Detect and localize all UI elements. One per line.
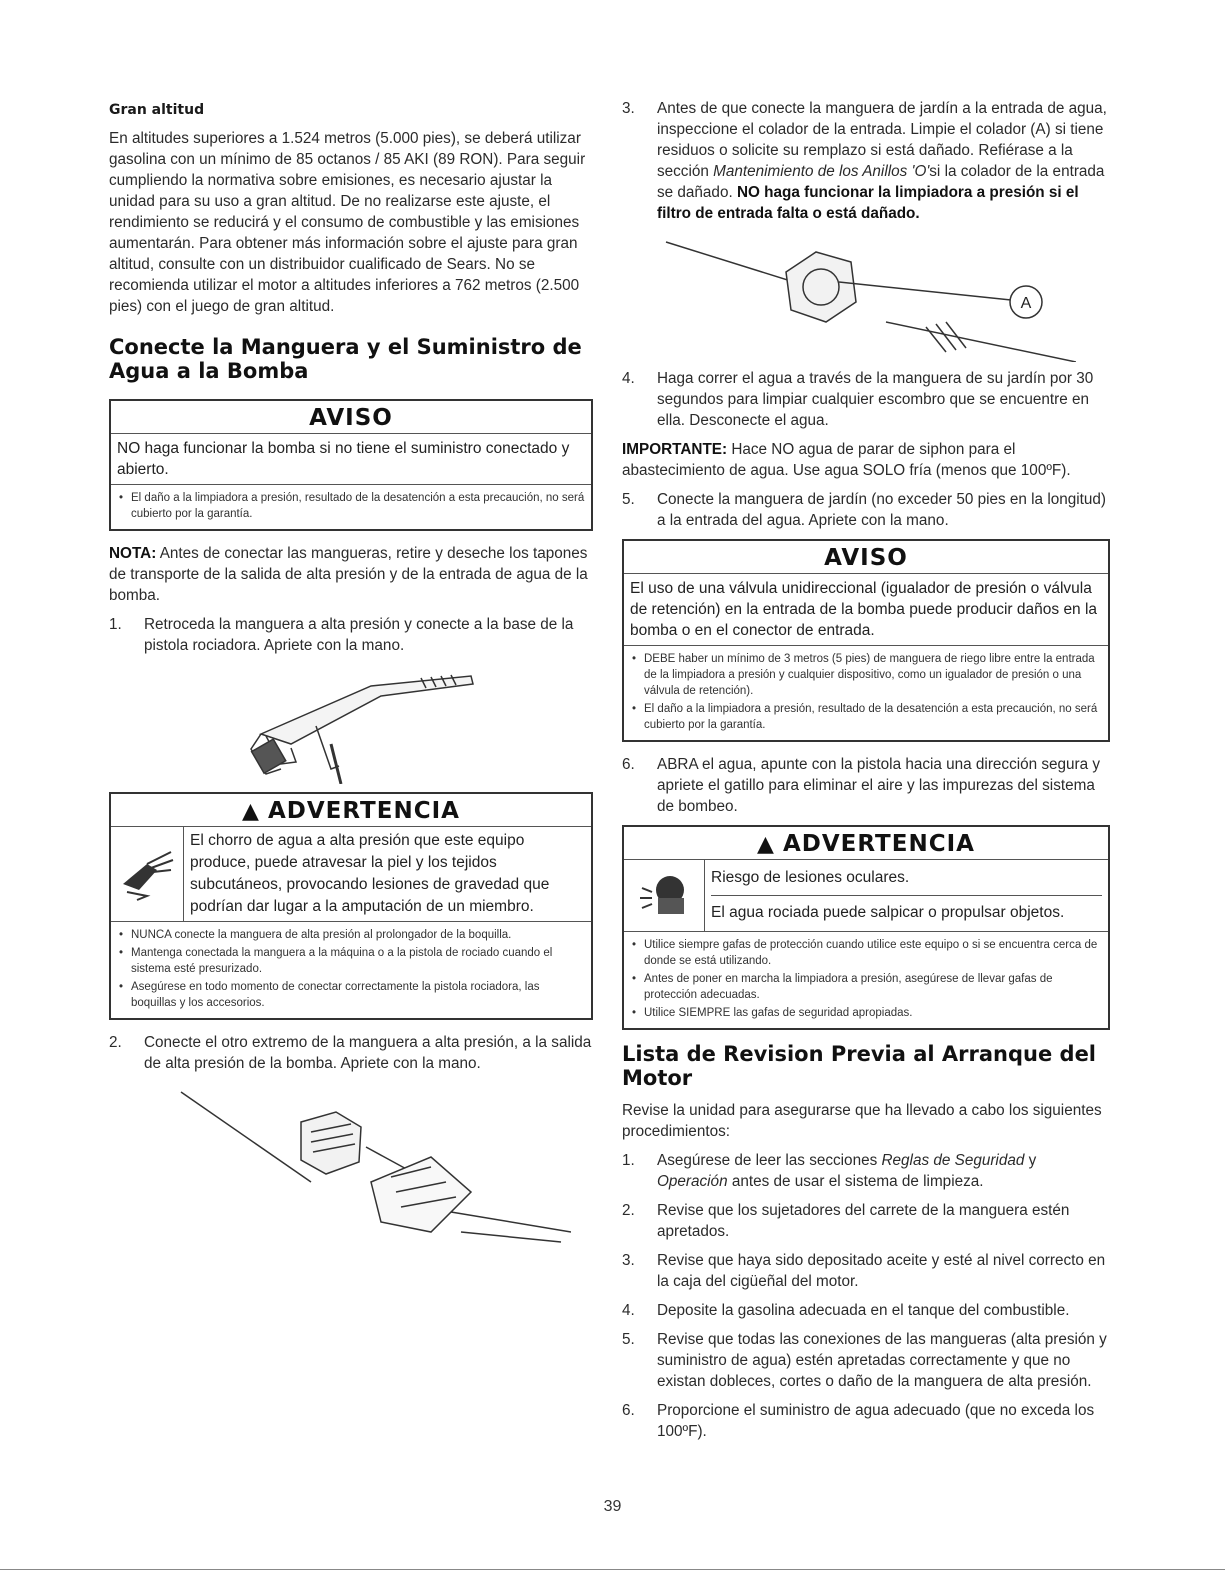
aviso-note: • DEBE haber un mínimo de 3 metros (5 pies) de manguera de riego libre entre la entrada de la limpiadora a presión y cualquier dispositivo, como un igualador de presión o una válvula de retención). xyxy=(630,651,1102,699)
step-number: 3. xyxy=(622,100,635,117)
step-number: 2. xyxy=(109,1034,122,1051)
advertencia-note: • Mantenga conectada la manguera a la máquina o a la pistola de rociado cuando el sistema esté presurizado. xyxy=(117,945,585,977)
step-text: Asegúrese de leer las secciones Reglas de Seguridad y Operación antes de usar el sistema de limpieza. xyxy=(657,1152,1037,1190)
step-text: Proporcione el suministro de agua adecuado (que no exceda los 100ºF). xyxy=(657,1402,1095,1440)
spray-gun-illustration xyxy=(221,664,481,784)
advertencia-box-2 xyxy=(622,825,1110,1030)
step-text: Revise que haya sido depositado aceite y esté al nivel correcto en la caja del cigüeñal del motor. xyxy=(657,1252,1106,1290)
advertencia-title: ▲ ADVERTENCIA xyxy=(111,794,591,827)
step-number: 6. xyxy=(622,1402,635,1419)
advertencia-notes xyxy=(111,922,591,1018)
step-text: ABRA el agua, apunte con la pistola hacia una dirección segura y apriete el gatillo para eliminar el aire y las impurezas del sistema de bombeo. xyxy=(657,756,1101,815)
callout-label-a: A xyxy=(1020,295,1032,312)
eye-protection-icon xyxy=(624,860,705,931)
importante-label: IMPORTANTE: xyxy=(622,441,728,458)
inlet-filter-illustration xyxy=(656,232,1076,362)
left-column xyxy=(109,98,593,1258)
step-text: Haga correr el agua a través de la manguera de su jardín por 30 segundos para limpiar cualquier escombro que se encuentre en ella. Desconecte el agua. xyxy=(657,370,1094,429)
step-text: Conecte el otro extremo de la manguera a alta presión, a la salida de alta presión de la bomba. Apriete con la mano. xyxy=(144,1034,592,1072)
checklist-item-6 xyxy=(622,1400,1110,1442)
page-number: 39 xyxy=(603,1498,622,1515)
step-number: 1. xyxy=(622,1152,635,1169)
nota-paragraph xyxy=(109,543,593,606)
step-number: 2. xyxy=(622,1202,635,1219)
aviso-notes xyxy=(624,646,1108,740)
advertencia-title: ▲ ADVERTENCIA xyxy=(624,827,1108,860)
pump-outlet-hose-illustration xyxy=(131,1082,571,1252)
page-bottom-divider xyxy=(0,1569,1225,1570)
section-heading-connect-hose: Conecte la Manguera y el Suministro de Agua a la Bomba xyxy=(109,335,582,383)
step-number: 4. xyxy=(622,370,635,387)
step-number: 5. xyxy=(622,491,635,508)
aviso-note: • El daño a la limpiadora a presión, resultado de la desatención a esta precaución, no será cubierto por la garantía. xyxy=(117,490,585,522)
aviso-main-text: El uso de una válvula unidireccional (igualador de presión o válvula de retención) en la entrada de la bomba puede producir daños en la bomba o en el conector de entrada. xyxy=(624,574,1108,646)
step3-italic-ref: Mantenimiento de los Anillos 'O' xyxy=(713,163,930,180)
advertencia-notes xyxy=(624,932,1108,1028)
advertencia-row xyxy=(624,860,1108,932)
aviso-box-2 xyxy=(622,539,1110,742)
step-number: 4. xyxy=(622,1302,635,1319)
aviso-title: AVISO xyxy=(624,541,1108,574)
importante-paragraph: IMPORTANTE: Hace NO agua de parar de siphon para el abastecimiento de agua. Use agua SOLO fría (menos que 100ºF). xyxy=(622,441,1071,479)
section-heading-checklist: Lista de Revision Previa al Arranque del Motor xyxy=(622,1042,1097,1090)
step-number: 1. xyxy=(109,616,122,633)
aviso-box-1 xyxy=(109,399,593,531)
step-number: 5. xyxy=(622,1331,635,1348)
step-1 xyxy=(109,614,593,656)
step3-bold-warning: NO haga funcionar la limpiadora a presión si el filtro de entrada falta o está dañado. xyxy=(657,184,1079,222)
advertencia-note: • Utilice SIEMPRE las gafas de seguridad apropiadas. xyxy=(630,1005,1102,1021)
eye-risk-line: Riesgo de lesiones oculares. xyxy=(711,863,1102,896)
advertencia-main-text xyxy=(705,860,1108,931)
advertencia-main-text: El chorro de agua a alta presión que este equipo produce, puede atravesar la piel y los tejidos subcutáneos, provocando lesiones de gravedad que podrían dar lugar a la amputación de un miembro. xyxy=(190,832,550,915)
altitude-heading: Gran altitud xyxy=(109,102,205,118)
checklist-item-4 xyxy=(622,1300,1110,1321)
step-number: 3. xyxy=(622,1252,635,1269)
advertencia-note: • Antes de poner en marcha la limpiadora a presión, asegúrese de llevar gafas de protección adecuadas. xyxy=(630,971,1102,1003)
nota-text: Antes de conectar las mangueras, retire y deseche los tapones de transporte de la salida de alta presión y de la entrada de agua de la bomba. xyxy=(109,545,588,604)
step-text: Revise que los sujetadores del carrete de la manguera estén apretados. xyxy=(657,1202,1070,1240)
checklist-intro: Revise la unidad para asegurarse que ha llevado a cabo los siguientes procedimientos: xyxy=(622,1102,1102,1140)
advertencia-box-1 xyxy=(109,792,593,1020)
step-3 xyxy=(622,98,1110,224)
skin-injection-hazard-icon xyxy=(111,827,184,921)
aviso-note: • El daño a la limpiadora a presión, resultado de la desatención a esta precaución, no será cubierto por la garantía. xyxy=(630,701,1102,733)
altitude-paragraph: En altitudes superiores a 1.524 metros (5.000 pies), se deberá utilizar gasolina con un mínimo de 85 octanos / 85 AKI (89 RON). Para seguir cumpliendo la normativa sobre emisiones, es necesario ajustar la unidad para su uso a gran altitud. De no realizarse este ajuste, el rendimiento se reducirá y el consumo de combustible y las emisiones aumentarán. Para obtener más información sobre el ajuste para gran altitud, consulte con un distribuidor cualificado de Sears. No se recomienda utilizar el motor a altitudes inferiores a 762 metros (2.500 pies) con el juego de gran altitud. xyxy=(109,130,586,315)
step-number: 6. xyxy=(622,756,635,773)
aviso-main-text: NO haga funcionar la bomba si no tiene el suministro conectado y abierto. xyxy=(111,434,591,485)
step-2 xyxy=(109,1032,593,1074)
spray-risk-line: El agua rociada puede salpicar o propulsar objetos. xyxy=(711,904,1065,921)
advertencia-row xyxy=(111,827,591,922)
aviso-title: AVISO xyxy=(111,401,591,434)
step-text: Deposite la gasolina adecuada en el tanque del combustible. xyxy=(657,1302,1070,1319)
step-text: Retroceda la manguera a alta presión y conecte a la base de la pistola rociadora. Apriete con la mano. xyxy=(144,616,574,654)
checklist-item-1 xyxy=(622,1150,1110,1192)
step-5 xyxy=(622,489,1110,531)
checklist-item-3 xyxy=(622,1250,1110,1292)
step-6 xyxy=(622,754,1110,817)
step-text: Revise que todas las conexiones de las mangueras (alta presión y suministro de agua) estén apretadas correctamente y que no existan dobleces, cortes o daño de la manguera de alta presión. xyxy=(657,1331,1107,1390)
nota-label: NOTA: xyxy=(109,545,157,562)
advertencia-note: • NUNCA conecte la manguera de alta presión al prolongador de la boquilla. xyxy=(117,927,585,943)
advertencia-note: • Utilice siempre gafas de protección cuando utilice este equipo o si se encuentra cerca de donde se está utilizando. xyxy=(630,937,1102,969)
checklist-item-2 xyxy=(622,1200,1110,1242)
warning-triangle-icon: ▲ xyxy=(757,832,775,857)
right-column xyxy=(622,98,1110,1450)
step-text: Conecte la manguera de jardín (no exceder 50 pies en la longitud) a la entrada del agua. Apriete con la mano. xyxy=(657,491,1106,529)
warning-triangle-icon: ▲ xyxy=(242,799,260,824)
step-4 xyxy=(622,368,1110,431)
checklist-item-5 xyxy=(622,1329,1110,1392)
advertencia-note: • Asegúrese en todo momento de conectar correctamente la pistola rociadora, las boquillas y los accesorios. xyxy=(117,979,585,1011)
step-text: Antes de que conecte la manguera de jardín a la entrada de agua, inspeccione el colador de la entrada. Limpie el colador (A) si tiene residuos o solicite su remplazo si está dañado. Refiérase a la sección Mantenimiento de los Anillos 'O'si la colador de la entrada se dañado. NO haga funcionar la limpiadora a presión si el filtro de entrada falta o está dañado. xyxy=(657,100,1107,222)
aviso-notes xyxy=(111,485,591,529)
